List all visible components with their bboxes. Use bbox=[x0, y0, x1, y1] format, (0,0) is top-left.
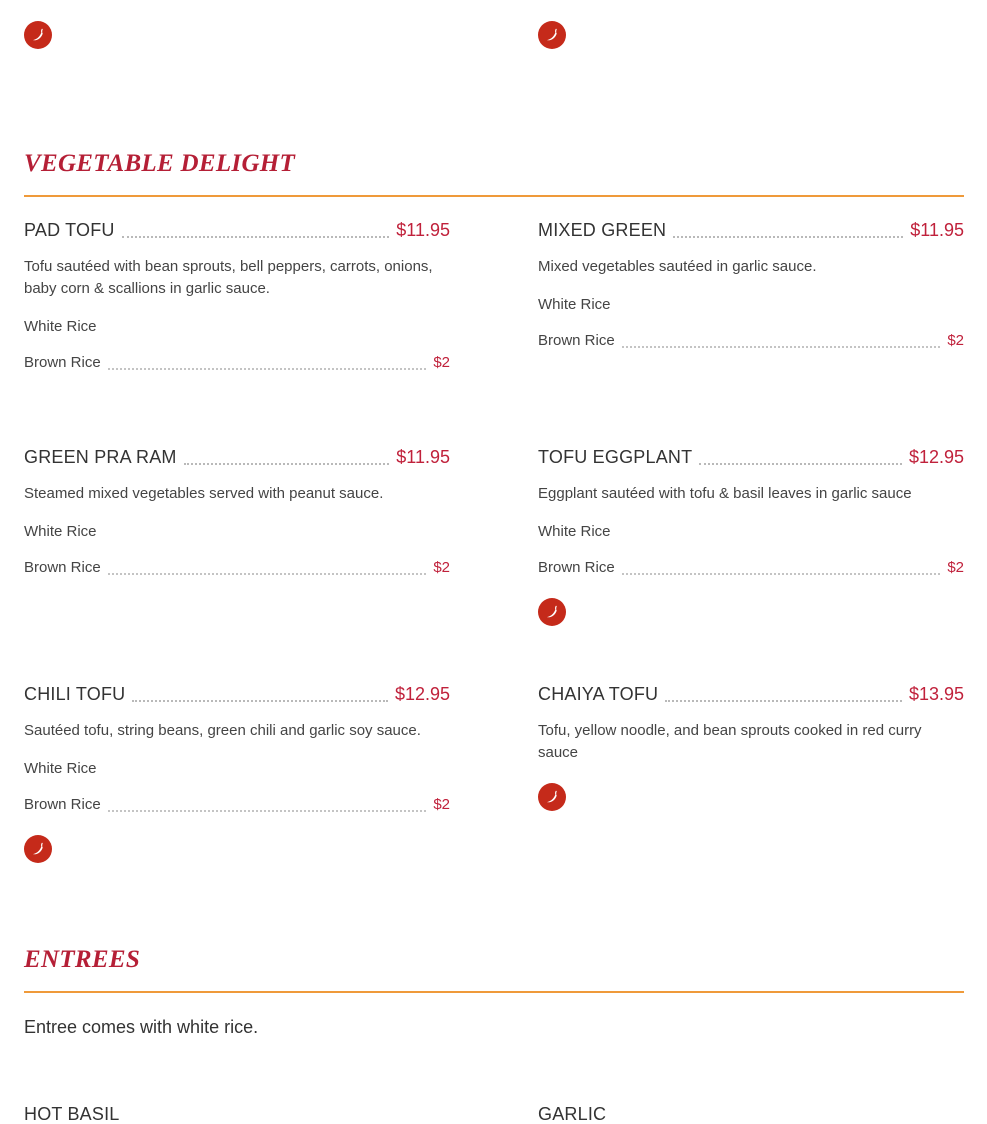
option-white-rice bbox=[538, 296, 964, 316]
dotted-leader bbox=[622, 573, 941, 575]
option-brown-rice bbox=[538, 332, 964, 352]
option-label: White Rice bbox=[538, 523, 611, 540]
option-brown-rice bbox=[538, 559, 964, 579]
option-brown-rice bbox=[24, 559, 450, 579]
option-white-rice bbox=[24, 318, 450, 338]
option-price: $2 bbox=[947, 332, 964, 349]
item-price: $11.95 bbox=[396, 447, 450, 467]
item-name: PAD TOFU bbox=[24, 220, 115, 240]
option-label: Brown Rice bbox=[24, 559, 101, 576]
option-label: Brown Rice bbox=[538, 559, 615, 576]
item-description: Tofu sautéed with bean sprouts, bell peppers, carrots, onions, baby corn & scallions in garlic sauce. bbox=[24, 258, 433, 297]
menu-item-chaiya-tofu bbox=[538, 684, 964, 811]
option-brown-rice bbox=[24, 796, 450, 816]
dotted-leader bbox=[184, 463, 390, 465]
item-description: Eggplant sautéed with tofu & basil leaves in garlic sauce bbox=[538, 485, 912, 502]
item-price: $11.95 bbox=[396, 220, 450, 240]
option-label: Brown Rice bbox=[538, 332, 615, 349]
item-description: Steamed mixed vegetables served with peanut sauce. bbox=[24, 485, 384, 502]
menu-item-garlic: GARLIC bbox=[538, 1104, 607, 1124]
chili-pepper-icon bbox=[24, 21, 52, 49]
option-label: White Rice bbox=[24, 760, 97, 777]
chili-pepper-icon bbox=[538, 21, 566, 49]
item-description: Tofu, yellow noodle, and bean sprouts cooked in red curry sauce bbox=[538, 722, 922, 761]
dotted-leader bbox=[673, 236, 903, 238]
section-divider bbox=[24, 991, 964, 993]
dotted-leader bbox=[132, 700, 388, 702]
option-label: Brown Rice bbox=[24, 796, 101, 813]
option-price: $2 bbox=[947, 559, 964, 576]
item-name: MIXED GREEN bbox=[538, 220, 667, 240]
option-label: White Rice bbox=[538, 296, 611, 313]
option-white-rice bbox=[538, 523, 964, 543]
dotted-leader bbox=[699, 463, 902, 465]
dotted-leader bbox=[108, 368, 427, 370]
menu-item-mixed-green bbox=[538, 220, 964, 352]
menu-item-tofu-eggplant bbox=[538, 447, 964, 626]
item-name: GREEN PRA RAM bbox=[24, 447, 177, 467]
chili-pepper-icon bbox=[538, 598, 566, 626]
option-label: White Rice bbox=[24, 523, 97, 540]
section-title-vegetable-delight: VEGETABLE DELIGHT bbox=[24, 150, 296, 177]
option-white-rice bbox=[24, 760, 450, 780]
dotted-leader bbox=[122, 236, 390, 238]
dotted-leader bbox=[665, 700, 902, 702]
option-label: White Rice bbox=[24, 318, 97, 335]
option-label: Brown Rice bbox=[24, 354, 101, 371]
section-divider bbox=[24, 195, 964, 197]
entree-note: Entree comes with white rice. bbox=[24, 1017, 259, 1037]
menu-item-green-pra-ram bbox=[24, 447, 450, 579]
menu-item-hot-basil: HOT BASIL bbox=[24, 1104, 120, 1124]
item-name: CHILI TOFU bbox=[24, 684, 126, 704]
item-description: Mixed vegetables sautéed in garlic sauce. bbox=[538, 258, 817, 275]
dotted-leader bbox=[108, 573, 427, 575]
item-name: CHAIYA TOFU bbox=[538, 684, 659, 704]
option-price: $2 bbox=[433, 354, 450, 371]
item-name: TOFU EGGPLANT bbox=[538, 447, 693, 467]
chili-pepper-icon bbox=[538, 783, 566, 811]
option-price: $2 bbox=[433, 559, 450, 576]
item-description: Sautéed tofu, string beans, green chili and garlic soy sauce. bbox=[24, 722, 421, 739]
chili-pepper-icon bbox=[24, 835, 52, 863]
item-price: $11.95 bbox=[910, 220, 964, 240]
dotted-leader bbox=[108, 810, 427, 812]
option-white-rice bbox=[24, 523, 450, 543]
section-title-entrees: ENTREES bbox=[24, 946, 141, 973]
menu-item-pad-tofu bbox=[24, 220, 450, 374]
item-price: $12.95 bbox=[908, 447, 964, 467]
menu-item-chili-tofu bbox=[24, 684, 450, 863]
item-price: $13.95 bbox=[908, 684, 964, 704]
dotted-leader bbox=[622, 346, 941, 348]
option-price: $2 bbox=[433, 796, 450, 813]
item-price: $12.95 bbox=[394, 684, 450, 704]
option-brown-rice bbox=[24, 354, 450, 374]
